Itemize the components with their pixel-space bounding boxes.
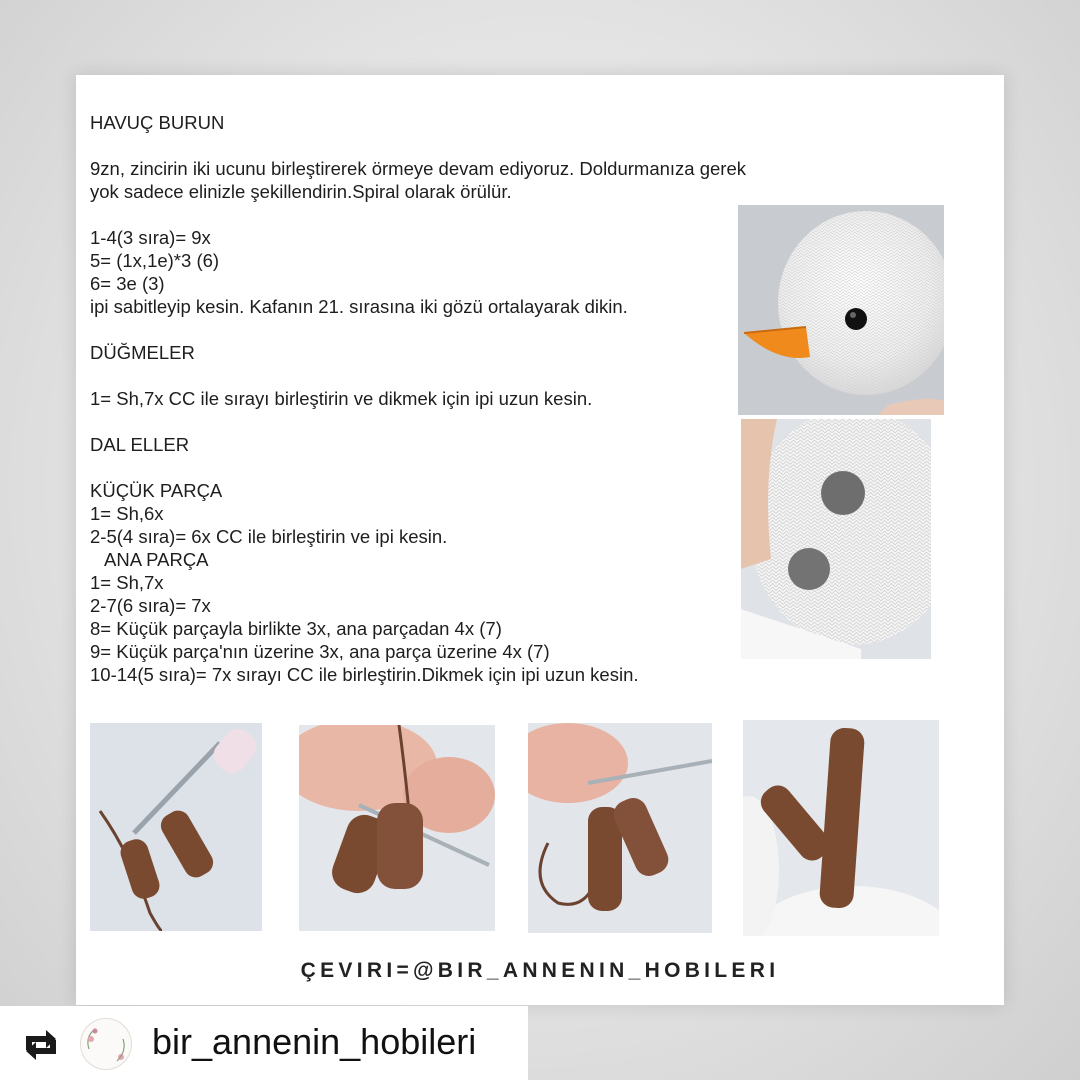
nose-row: 5= (1x,1e)*3 (6) bbox=[90, 250, 220, 271]
pattern-card bbox=[76, 75, 1004, 1005]
main-part-row: 2-7(6 sıra)= 7x bbox=[90, 595, 211, 616]
arm-step-photo-3 bbox=[528, 723, 712, 933]
heading-small-part: KÜÇÜK PARÇA bbox=[90, 480, 223, 501]
main-part-row: 10-14(5 sıra)= 7x sırayı CC ile birleştirin.Dikmek için ipi uzun kesin. bbox=[90, 664, 639, 685]
repost-username[interactable]: bir_annenin_hobileri bbox=[152, 1021, 477, 1062]
main-part-row: 1= Sh,7x bbox=[90, 572, 164, 593]
nose-row: 1-4(3 sıra)= 9x bbox=[90, 227, 211, 248]
arm-step-photo-2 bbox=[299, 725, 495, 931]
nose-finish: ipi sabitleyip kesin. Kafanın 21. sırasına iki gözü ortalayarak dikin. bbox=[90, 296, 628, 317]
small-part-row: 1= Sh,6x bbox=[90, 503, 164, 524]
avatar[interactable] bbox=[80, 1018, 132, 1070]
buttons-row: 1= Sh,7x CC ile sırayı birleştirin ve dikmek için ipi uzun kesin. bbox=[90, 388, 593, 409]
nose-intro-line: yok sadece elinizle şekillendirin.Spiral olarak örülür. bbox=[90, 181, 512, 202]
main-part-row: 9= Küçük parça'nın üzerine 3x, ana parça üzerine 4x (7) bbox=[90, 641, 550, 662]
heading-nose: HAVUÇ BURUN bbox=[90, 112, 225, 133]
arm-finished-photo bbox=[743, 720, 939, 936]
nose-row: 6= 3e (3) bbox=[90, 273, 165, 294]
nose-intro-line: 9zn, zincirin iki ucunu birleştirerek örmeye devam ediyoruz. Doldurmanıza gerek bbox=[90, 158, 747, 179]
repost-icon[interactable] bbox=[18, 1028, 64, 1062]
main-part-row: 8= Küçük parçayla birlikte 3x, ana parçadan 4x (7) bbox=[90, 618, 502, 639]
snowman-buttons-photo bbox=[741, 419, 931, 659]
heading-main-part: ANA PARÇA bbox=[104, 549, 209, 570]
translation-credit: ÇEVIRI=@BIR_ANNENIN_HOBILERI bbox=[300, 959, 780, 982]
pattern-text bbox=[90, 111, 810, 686]
small-part-row: 2-5(4 sıra)= 6x CC ile birleştirin ve ipi kesin. bbox=[90, 526, 448, 547]
heading-arms: DAL ELLER bbox=[90, 434, 190, 455]
arm-step-photo-1 bbox=[90, 723, 262, 931]
heading-buttons: DÜĞMELER bbox=[90, 342, 195, 363]
repost-bar bbox=[0, 1006, 528, 1080]
snowman-head-photo bbox=[738, 205, 944, 415]
